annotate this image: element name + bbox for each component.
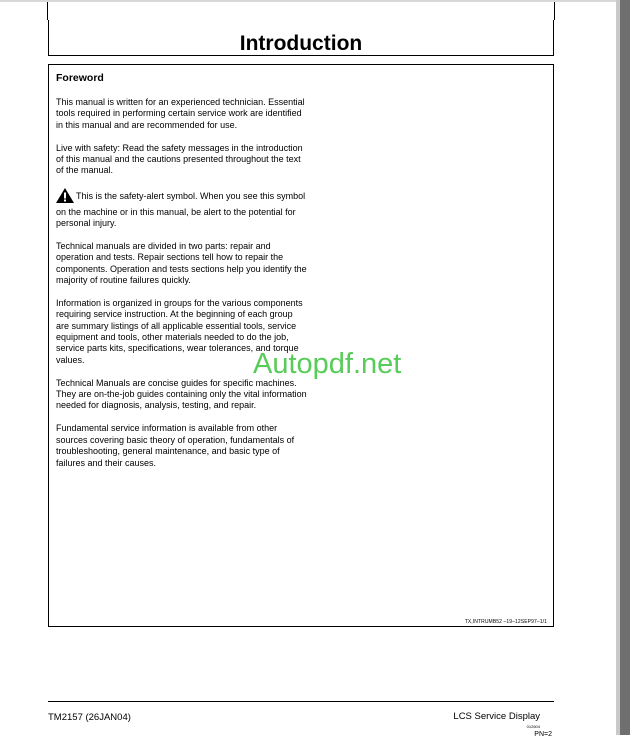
safety-alert-icon — [56, 188, 74, 206]
footer-product: LCS Service Display — [453, 711, 540, 722]
footer-manual-id: TM2157 (26JAN04) — [48, 712, 131, 723]
document-reference: TX,INTRUMB52 –19–12SEP97–1/1 — [464, 619, 547, 625]
footer-page-number: PN=2 — [534, 731, 552, 738]
paragraph: Information is organized in groups for the various components requiring service instruction. At the beginning of each group are summary listings of all applicable essential tools, service equipment and tools, other materials needed to do the job, service parts kits, specifications, wear tolerances, and torque values. — [56, 297, 303, 365]
paragraph: Technical manuals are divided in two parts: repair and operation and tests. Repair sections tell how to repair the components. Operation and tests sections help you identify the majority of routine failures quickly. — [56, 240, 307, 286]
paragraph: This manual is written for an experienced technician. Essential tools required in performing certain service work are identified in this manual and are recommended for use. — [56, 97, 305, 130]
viewer-top-edge — [0, 0, 630, 2]
paragraph: Live with safety: Read the safety messages in the introduction of this manual and the cautions presented throughout the text of the manual. — [56, 142, 303, 176]
paragraph: Fundamental service information is available from other sources covering basic theory of operation, fundamentals of troubleshooting, general maintenance, and basic type of failures and their causes. — [56, 423, 295, 468]
crop-mark-left — [47, 0, 48, 20]
content-box — [48, 64, 554, 627]
safety-alert-text: This is the safety-alert symbol. When you see this symbol on the machine or in this manual, be alert to the potential for personal injury. — [56, 191, 306, 229]
paragraph: Technical Manuals are concise guides for specific machines. They are on-the-job guides containing only the vital information needed for diagnosis, analysis, testing, and repair. — [56, 377, 307, 411]
title-box — [48, 20, 554, 56]
paragraph-list — [56, 97, 308, 480]
footer-divider — [48, 701, 554, 702]
watermark: Autopdf.net — [253, 348, 402, 380]
crop-mark-right — [554, 0, 555, 20]
section-heading: Foreword — [56, 72, 104, 84]
footer-code: 012604 — [526, 724, 540, 729]
viewer-scrollbar[interactable] — [620, 0, 630, 735]
page-title: Introduction — [239, 32, 363, 55]
paragraph-safety-alert — [56, 188, 308, 229]
